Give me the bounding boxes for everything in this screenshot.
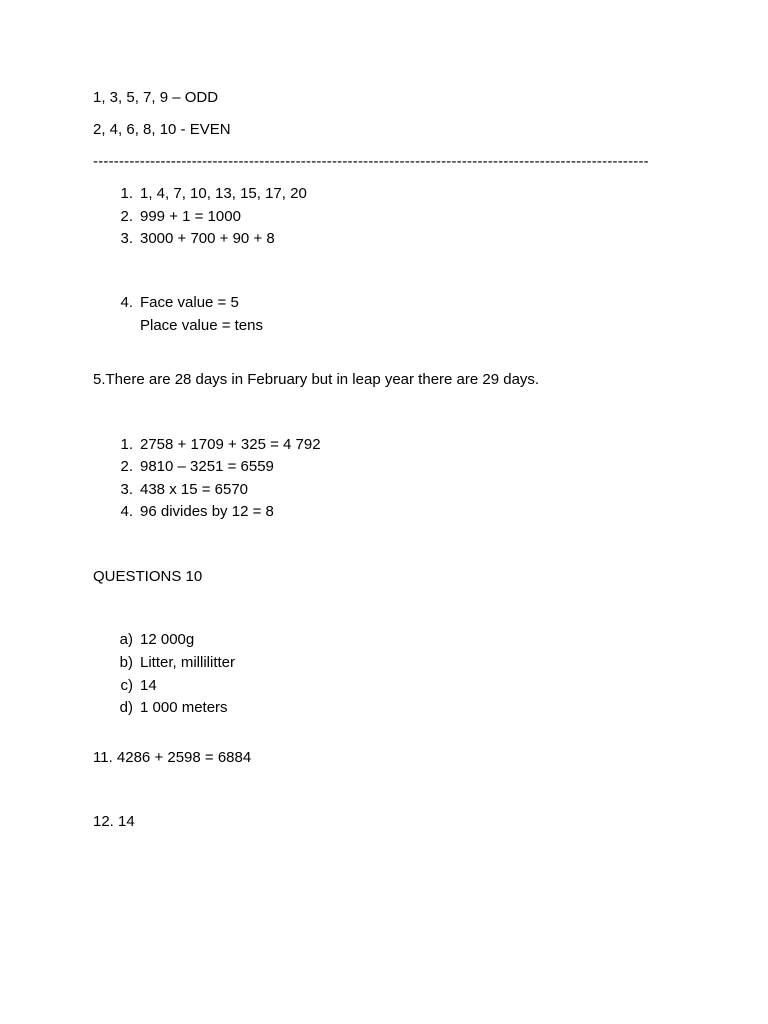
- answer-11: 11. 4286 + 2598 = 6884: [93, 749, 252, 766]
- dashed-divider: -----------------------------------------------------------------------------------------------------------: [93, 153, 649, 170]
- even-numbers-line: 2, 4, 6, 8, 10 - EVEN: [93, 121, 231, 138]
- list-item-text: 2758 + 1709 + 325 = 4 792: [140, 436, 321, 453]
- list-item-text: 14: [140, 677, 157, 694]
- list-marker: 3.: [120, 481, 133, 498]
- leap-year-statement: 5.There are 28 days in February but in leap year there are 29 days.: [93, 371, 540, 388]
- list-marker: 1.: [120, 436, 133, 453]
- list-marker: 2.: [120, 458, 133, 475]
- list-marker: 3.: [120, 230, 133, 247]
- list-item-text: 1, 4, 7, 10, 13, 15, 17, 20: [140, 185, 307, 202]
- list-marker: 4.: [120, 503, 133, 520]
- list-marker: 2.: [120, 208, 133, 225]
- face-value-text: Face value = 5: [140, 294, 239, 311]
- list-item-text: 9810 – 3251 = 6559: [140, 458, 274, 475]
- questions-heading: QUESTIONS 10: [93, 568, 203, 585]
- list-item-text: 1 000 meters: [140, 699, 228, 716]
- list-marker: a): [119, 631, 133, 648]
- list-item-text: 999 + 1 = 1000: [140, 208, 241, 225]
- place-value-text: Place value = tens: [140, 317, 263, 334]
- list-marker: 4.: [120, 294, 133, 311]
- answer-12: 12. 14: [93, 813, 135, 830]
- list-item-text: Litter, millilitter: [140, 654, 236, 671]
- list-marker: c): [120, 677, 133, 694]
- list-item-text: 438 x 15 = 6570: [140, 481, 249, 498]
- list-item-text: 3000 + 700 + 90 + 8: [140, 230, 275, 247]
- list-item-text: 96 divides by 12 = 8: [140, 503, 274, 520]
- list-marker: b): [119, 654, 133, 671]
- list-marker: 1.: [120, 185, 133, 202]
- odd-numbers-line: 1, 3, 5, 7, 9 – ODD: [93, 89, 219, 106]
- list-item-text: 12 000g: [140, 631, 195, 648]
- list-marker: d): [119, 699, 133, 716]
